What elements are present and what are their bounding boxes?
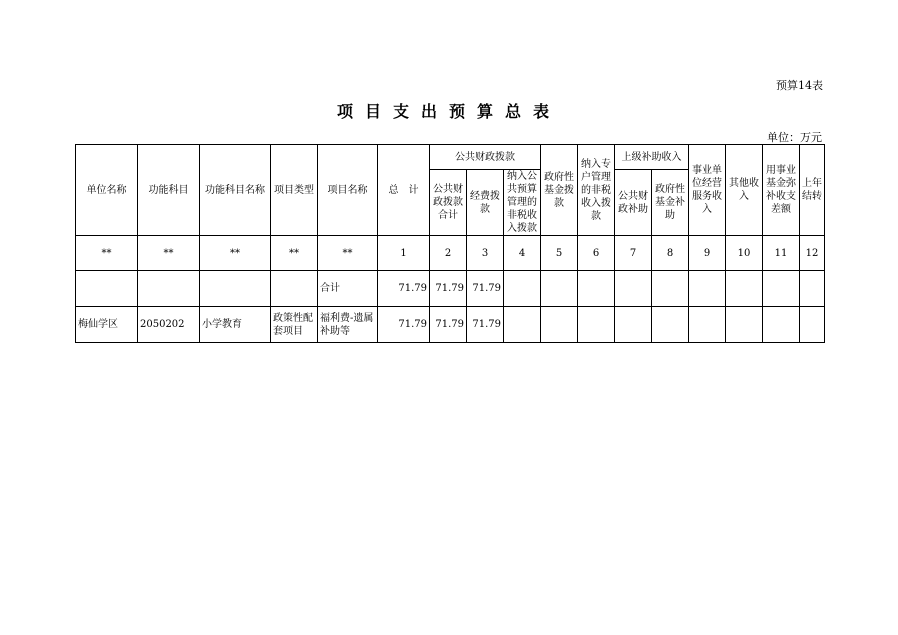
- table-cell: 71.79: [467, 271, 504, 307]
- table-cell: [541, 271, 578, 307]
- table-cell: 71.79: [467, 307, 504, 343]
- table-cell: [200, 271, 271, 307]
- col-gov-fund: 政府性基金拨款: [541, 145, 578, 236]
- index-cell: 7: [615, 236, 652, 271]
- project-expenditure-table: [75, 144, 825, 343]
- index-row: [76, 236, 825, 271]
- col-project-type: 项目类型: [271, 145, 318, 236]
- table-row-total: [76, 271, 825, 307]
- col-public-finance-subsidy: 公共财政补助: [615, 170, 652, 236]
- table-cell: [689, 307, 726, 343]
- col-funding: 经费拨款: [467, 170, 504, 236]
- table-cell: 2050202: [138, 307, 200, 343]
- table-cell: [615, 307, 652, 343]
- table-cell: [138, 271, 200, 307]
- index-cell: 2: [430, 236, 467, 271]
- col-func-subject: 功能科目: [138, 145, 200, 236]
- index-cell: **: [318, 236, 378, 271]
- table-cell: [726, 271, 763, 307]
- table-cell: 梅仙学区: [76, 307, 138, 343]
- table-cell: [763, 271, 800, 307]
- table-cell: [652, 271, 689, 307]
- table-cell: [504, 307, 541, 343]
- col-gov-fund-subsidy: 政府性基金补助: [652, 170, 689, 236]
- table-cell: [615, 271, 652, 307]
- table-cell: 福利费-遗属补助等: [318, 307, 378, 343]
- index-cell: **: [271, 236, 318, 271]
- table-cell: [76, 271, 138, 307]
- table-row: [76, 307, 825, 343]
- table-cell: 71.79: [430, 307, 467, 343]
- index-cell: 12: [800, 236, 825, 271]
- index-cell: 6: [578, 236, 615, 271]
- col-nontax-public-budget: 纳入公共预算管理的非税收入拨款: [504, 170, 541, 236]
- table-cell: [541, 307, 578, 343]
- col-unit-name: 单位名称: [76, 145, 138, 236]
- table-cell: [578, 307, 615, 343]
- index-cell: 8: [652, 236, 689, 271]
- table-cell: [763, 307, 800, 343]
- col-public-finance-total: 公共财政拨款合计: [430, 170, 467, 236]
- group-public-finance: 公共财政拨款: [430, 145, 541, 170]
- index-cell: 5: [541, 236, 578, 271]
- table-cell: [271, 271, 318, 307]
- index-cell: 10: [726, 236, 763, 271]
- col-business-income: 事业单位经营服务收入: [689, 145, 726, 236]
- table-cell: 71.79: [378, 307, 430, 343]
- table-cell: [504, 271, 541, 307]
- index-cell: 4: [504, 236, 541, 271]
- table-cell: [578, 271, 615, 307]
- col-nontax-special: 纳入专户管理的非税收入拨款: [578, 145, 615, 236]
- index-cell: 3: [467, 236, 504, 271]
- col-func-subject-name: 功能科目名称: [200, 145, 271, 236]
- col-carryover: 上年结转: [800, 145, 825, 236]
- table-cell: [652, 307, 689, 343]
- col-other-income: 其他收入: [726, 145, 763, 236]
- index-cell: **: [200, 236, 271, 271]
- table-cell: [800, 271, 825, 307]
- index-cell: 9: [689, 236, 726, 271]
- page-title: 项目支出预算总表: [336, 102, 561, 121]
- index-cell: 1: [378, 236, 430, 271]
- table-cell: 71.79: [430, 271, 467, 307]
- col-project-name: 项目名称: [318, 145, 378, 236]
- index-cell: 11: [763, 236, 800, 271]
- form-number: 预算14表: [776, 79, 823, 92]
- table-cell: 71.79: [378, 271, 430, 307]
- group-superior-subsidy: 上级补助收入: [615, 145, 689, 170]
- table-cell: 合计: [318, 271, 378, 307]
- index-cell: **: [76, 236, 138, 271]
- index-cell: **: [138, 236, 200, 271]
- table-cell: 小学教育: [200, 307, 271, 343]
- table-cell: 政策性配套项目: [271, 307, 318, 343]
- unit-label: 单位：万元: [767, 131, 822, 144]
- table-cell: [800, 307, 825, 343]
- table-cell: [689, 271, 726, 307]
- col-total: 总 计: [378, 145, 430, 236]
- col-fund-balance: 用事业基金弥补收支差额: [763, 145, 800, 236]
- table-cell: [726, 307, 763, 343]
